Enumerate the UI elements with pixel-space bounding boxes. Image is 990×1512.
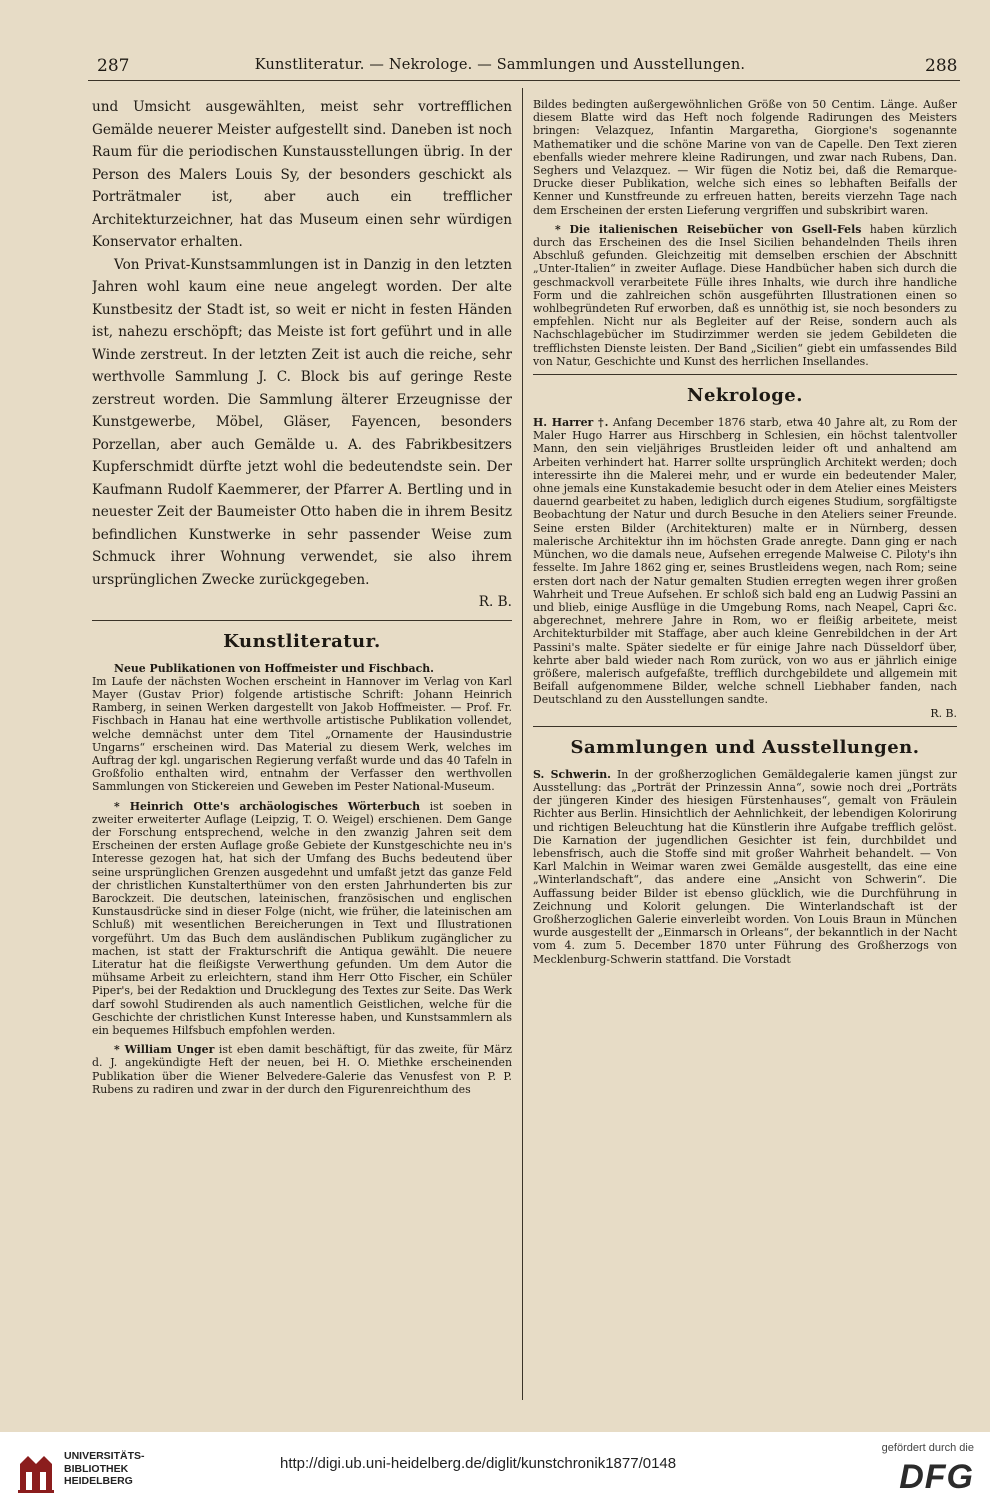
section-rule — [533, 374, 957, 375]
article-title: S. Schwerin. — [533, 767, 611, 781]
running-title: Kunstliteratur. — Nekrologe. — Sammlungen und Ausstellungen. — [254, 57, 746, 73]
column-divider — [522, 88, 523, 1400]
institution-name — [64, 1450, 145, 1488]
article-title: H. Harrer †. — [533, 416, 609, 430]
article — [533, 416, 957, 706]
article — [92, 1043, 512, 1096]
article — [92, 800, 512, 1038]
article-text: haben kürzlich durch das Erscheinen des die Insel Sicilien behandelnden Theils ihren Abschluß gefunden. Gleichzeitig mit demselben erschien der Abschnitt „Unter-Italien“ in zweiter Auflage. Diese Handbücher haben sich durch die geschmackvoll verarbeitete Fülle ihres Inhalts, wie durch ihre handliche Form und die zahlreichen schön ausgeführten Illustrationen einen so wohlbegründeten Ruf erworben, daß es unnöthig ist, sie noch besonders zu empfehlen. Nicht nur als Begleiter auf der Reise, sondern auch als Nachschlagebücher im Studirzimmer werden sie jedem Gebildeten die trefflichsten Dienste leisten. Der Band „Sicilien“ giebt ein umfassendes Bild von Natur, Geschichte und Kunst des herrlichen Insellandes. — [533, 222, 957, 368]
institution-line: HEIDELBERG — [64, 1475, 133, 1487]
article-text: In der großherzoglichen Gemäldegalerie kamen jüngst zur Ausstellung: das „Porträt der Prinzessin Anna“, sowie noch drei „Porträts der jüngeren Kinder des hiesigen Fürstenhauses“, gemalt von Fräulein Richter aus Berlin. Hinsichtlich der Aehnlichkeit, der lebendigen Kolorirung und richtigen Beleuchtung hat die Künstlerin ihre Aufgabe trefflich gelöst. Die Karnation der jugendlichen Gesichter ist fein, durchbildet und lebensfrisch, auch die Stoffe sind mit großer Wahrheit behandelt. — Von Karl Malchin in Weimar waren zwei Gemälde ausgestellt, das eine eine „Winterlandschaft“, das andere eine „Ansicht von Schwerin“. Die Auffassung beider Bilder ist ebenso glücklich, wie die Durchführung in Zeichnung und Kolorit gelungen. Die Winterlandschaft ist der Großherzoglichen Galerie einverleibt worden. Von Louis Braun in München wurde ausgestellt der „Einmarsch in Orleans“, der bekanntlich in der Nacht vom 4. zum 5. December 1870 unter Führung des Großherzogs von Mecklenburg-Schwerin stattfand. Die Vorstadt — [533, 767, 957, 966]
article-text: Anfang December 1876 starb, etwa 40 Jahre alt, zu Rom der Maler Hugo Harrer aus Hirschberg in Schlesien, ein höchst talentvoller Mann, den sein vieljähriges Brustleiden leider oft und anhaltend am Arbeiten verhindert hat. Harrer sollte ursprünglich Architekt werden; doch interessirte ihn die Malerei mehr, und er wurde ein bedeutender Maler, ohne jemals eine Kunstakademie besucht oder in dem Atelier eines Meisters dauernd gearbeitet zu haben, lediglich durch eigenes Studium, sorgfältigste Beobachtung der Natur und durch Besuche in den Ateliers seiner Freunde. Seine ersten Bilder (Architekturen) malte er in Nürnberg, dessen malerische Architektur ihn im höchsten Grade anregte. Dann ging er nach München, wo die damals neue, Aufsehen erregende Malweise C. Piloty's ihn fesselte. Im Jahre 1862 ging er, seines Brustleidens wegen, nach Rom; seine ersten dort nach der Natur gemalten Studien erregten wegen ihrer großen Wahrheit und Treue Aufsehen. Er schloß sich bald eng an Ludwig Passini an und blieb, einige Ausflüge in die Umgebung Roms, nach Neapel, Capri &c. abgerechnet, mehrere Jahre in Rom, wo er fleißig arbeitete, meist Architekturbilder mit Staffage, aber auch kleine Genrebildchen in der Art Passini's malte. Später siedelte er für einige Jahre nach Düsseldorf über, kehrte aber bald wieder nach Rom zurück, von wo aus er jährlich einige größere, malerisch aufgefaßte, trefflich durchgebildete und allgemein mit Beifall aufgenommene Bilder, welche schnell Liebhaber fanden, nach Deutschland zu den Ausstellungen sandte. — [533, 416, 957, 707]
header-rule — [88, 80, 960, 81]
section-heading-sammlungen: Sammlungen und Ausstellungen. — [570, 736, 920, 758]
signature: R. B. — [930, 706, 957, 720]
signature: R. B. — [478, 594, 512, 610]
article-title: * William Unger — [114, 1043, 215, 1057]
article — [533, 768, 957, 966]
article-title: * Die italienischen Reisebücher von Gsell-Fels — [555, 222, 862, 236]
section-heading-nekrologe: Nekrologe. — [686, 385, 803, 407]
dfg-logo: DFG — [899, 1458, 974, 1496]
article-text: ist eben damit beschäftigt, für das zweite, für März d. J. angekündigte Heft der neuen, bei H. O. Miethke erscheinenden Publikation über die Wiener Belvedere-Galerie das Venusfest von P. P. Rubens zu radiren und zwar in der durch den Figurenreichthum des — [92, 1043, 512, 1096]
footer — [0, 1432, 990, 1512]
source-url-link[interactable]: http://digi.ub.uni-heidelberg.de/diglit/kunstchronik1877/0148 — [280, 1455, 677, 1472]
article-text: Bildes bedingten außergewöhnlichen Größe von 50 Centim. Länge. Außer diesem Blatte wird das Heft noch folgende Radirungen des Meisters bringen: Velazquez, Infantin Margaretha, Giorgione's sogenannte Mathematiker und die schöne Marine von van de Capelle. Den Text zieren ebenfalls wieder mehrere kleine Radirungen, und zwar nach Rubens, Dan. Seghers und Velazquez. — Wir fügen die Notiz bei, daß die Remarque-Drucke dieser Publikation, welche sich eines so lebhaften Beifalls der Kenner und Kunstfreunde zu erfreuen hatten, bereits vierzehn Tage nach dem Erscheinen der ersten Lieferung vergriffen und subskribirt waren. — [533, 98, 957, 217]
section-heading-kunstliteratur: Kunstliteratur. — [223, 630, 381, 652]
article-heading — [92, 662, 512, 675]
article-title: * Heinrich Otte's archäologisches Wörterbuch — [114, 799, 421, 813]
section-rule — [92, 620, 512, 621]
page-number-right: 288 — [925, 56, 958, 76]
paragraph: und Umsicht ausgewählten, meist sehr vortrefflichen Gemälde neuerer Meister aufgestellt sind. Daneben ist noch Raum für die periodischen Kunstausstellungen übrig. In der Person des Malers Louis Sy, der besonders geschickt als Porträtmaler ist, aber auch ein trefflicher Architekturzeichner, hat das Museum einen sehr würdigen Konservator erhalten. — [92, 99, 512, 250]
institution-line: UNIVERSITÄTS- — [64, 1450, 145, 1462]
page-number-left: 287 — [97, 56, 130, 76]
section-rule — [533, 726, 957, 727]
paragraph: Von Privat-Kunstsammlungen ist in Danzig in den letzten Jahren wohl kaum eine neue angelegt worden. Der alte Kunstbesitz der Stadt ist, so weit er nicht in festen Händen ist, nahezu erschöpft; das Meiste ist fort geführt und in alle Winde zerstreut. In der letzten Zeit ist auch die reiche, sehr werthvolle Sammlung J. C. Block bis auf geringe Reste zerstreut worden. Die Sammlung älterer Erzeugnisse der Kunstgewerbe, Möbel, Gläser, Fayencen, besonders Porzellan, aber auch Gemälde u. A. des Fabrikbesitzers Kupferschmidt dürfte jetzt wohl die bedeutendste sein. Der Kaufmann Rudolf Kaemmerer, der Pfarrer A. Bertling und in neuester Zeit der Baumeister Otto haben die in ihrem Besitz befindlichen Kunstwerke in sehr passender Weise zum Schmuck ihrer Wohnung verwendet, sie also ihrem ursprünglichen Zwecke zurückgegeben. — [92, 256, 512, 588]
institution-line: BIBLIOTHEK — [64, 1462, 129, 1475]
article — [533, 223, 957, 368]
article-title: Neue Publikationen von Hoffmeister und Fischbach. — [114, 661, 434, 675]
article-text: Im Laufe der nächsten Wochen erscheint in Hannover im Verlag von Karl Mayer (Gustav Prior) folgende artistische Schrift: Johann Heinrich Ramberg, in seinen Werken dargestellt von Jakob Hoffmeister. — Prof. Fr. Fischbach in Hanau hat eine werthvolle artistische Publikation vollendet, welche demnächst unter dem Titel „Ornamente der Hausindustrie Ungarns“ erscheinen wird. Das Material zu diesem Werk, welches im Auftrag der kgl. ungarischen Regierung verfaßt wurde und das 40 Tafeln in Großfolio enthalten wird, entnahm der Verfasser den werthvollen Sammlungen von Stickereien und Geweben im Pester National-Museum. — [92, 674, 512, 794]
right-column — [533, 98, 957, 1398]
left-column — [92, 96, 512, 1396]
funding-note: gefördert durch die — [881, 1442, 974, 1454]
heidelberg-library-logo-icon — [14, 1446, 58, 1496]
article-text: ist soeben in zweiter erweiterter Auflage (Leipzig, T. O. Weigel) erschienen. Dem Gange der Forschung entsprechend, welche in den zwanzig Jahren seit dem Erscheinen der ersten Auflage große Gebiete der Kunstgeschichte neu in's Interesse gezogen hat, hat sich der Umfang des Buchs bedeutend über seine ursprünglichen Grenzen ausgedehnt und umfaßt jetzt das ganze Feld der christlichen Kunstalterthümer von den ersten Jahrhunderten bis zur Barockzeit. Die deutschen, lateinischen, französischen und englischen Kunstausdrücke sind in dieser Folge (nicht, wie früher, die lateinischen am Schluß) mit wesentlichen Bereicherungen in Text und Illustrationen vorgeführt. Um das Buch dem ausländischen Publikum zugänglicher zu machen, ist statt der Frakturschrift die Antiqua gewählt. Die neuere Literatur hat die fleißigste Verwerthung gefunden. Um dem Autor die mühsame Arbeit zu erleichtern, stand ihm Herr Otto Fischer, ein Schüler Piper's, bei der Redaktion und Drucklegung des Textes zur Seite. Das Werk darf sowohl Studirenden als auch namentlich Geistlichen, welche für die Geschichte der christlichen Kunst Interesse haben, und Kunstsammlern als ein bequemes Hilfsbuch empfohlen werden. — [92, 799, 512, 1037]
